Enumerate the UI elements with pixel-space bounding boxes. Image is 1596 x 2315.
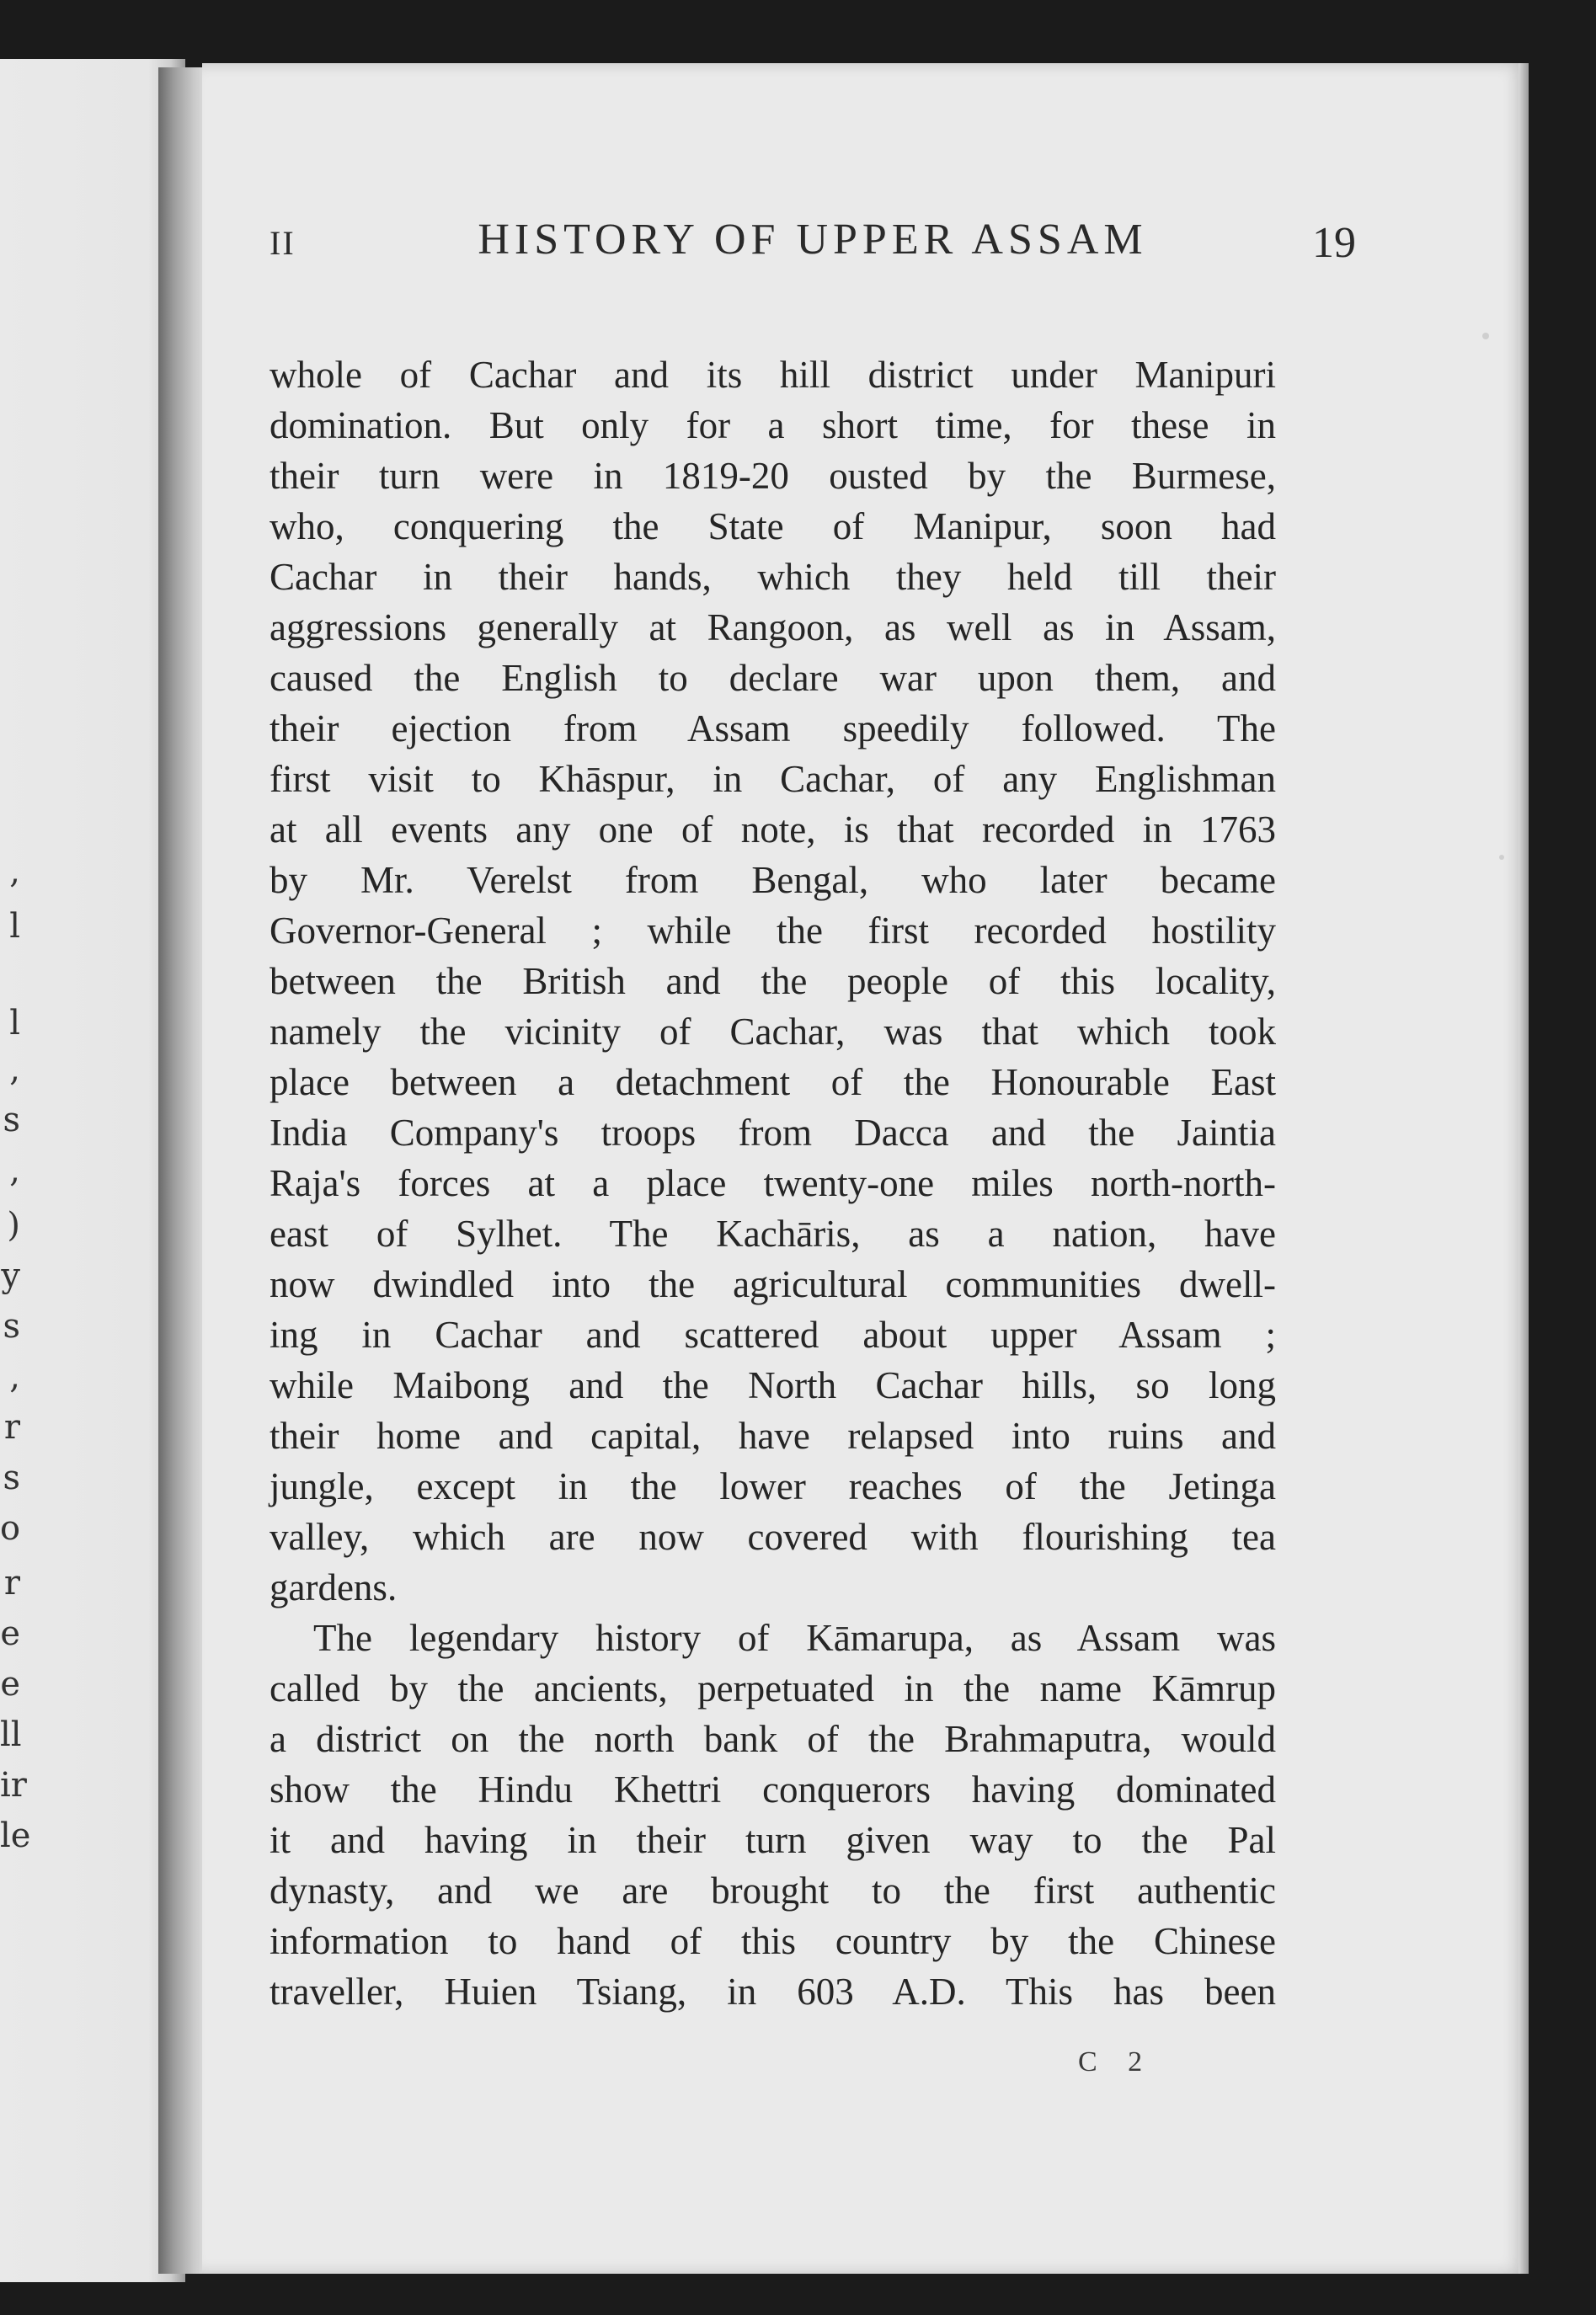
text-line: it and having in their turn given way to the Pal [270, 1819, 1276, 1861]
text-line: ing in Cachar and scattered about upper Assam ; [270, 1314, 1276, 1356]
left-fragment: e [0, 1614, 20, 1653]
page-number: 19 [1312, 219, 1356, 267]
signature-mark: C 2 [1078, 2046, 1155, 2078]
text-line: who, conquering the State of Manipur, soon had [270, 505, 1276, 547]
text-line: caused the English to declare war upon them, and [270, 657, 1276, 699]
text-line: traveller, Huien Tsiang, in 603 A.D. This has been [270, 1971, 1276, 2013]
left-fragment: ir [0, 1766, 27, 1805]
text-line: show the Hindu Khettri conquerors having dominated [270, 1768, 1276, 1811]
text-line: information to hand of this country by the Chinese [270, 1920, 1276, 1962]
left-fragment: l [9, 1004, 20, 1043]
left-fragment: r [3, 1564, 20, 1603]
right-page [202, 63, 1529, 2274]
text-line: India Company's troops from Dacca and the Jaintia [270, 1112, 1276, 1154]
book-spine-shadow [158, 67, 209, 2274]
text-line: a district on the north bank of the Brahmaputra, would [270, 1718, 1276, 1760]
text-line: valley, which are now covered with flourishing tea [270, 1516, 1276, 1558]
left-fragment: , [9, 1050, 20, 1089]
left-fragment: s [3, 1459, 20, 1497]
text-line: now dwindled into the agricultural communities dwell- [270, 1263, 1276, 1305]
left-fragment: ) [7, 1206, 20, 1245]
text-line: called by the ancients, perpetuated in the name Kāmrup [270, 1667, 1276, 1710]
running-title: HISTORY OF UPPER ASSAM [478, 216, 1148, 264]
left-fragment: s [3, 1307, 20, 1346]
text-line: Raja's forces at a place twenty-one miles north-north- [270, 1162, 1276, 1204]
text-line: place between a detachment of the Honourable East [270, 1061, 1276, 1103]
text-line: their turn were in 1819-20 ousted by the Burmese, [270, 455, 1276, 497]
left-fragment: e [0, 1665, 20, 1704]
page-edge-shadow [1519, 63, 1529, 2274]
left-fragment: y [1, 1256, 20, 1295]
left-fragment: , [9, 852, 20, 891]
text-line: their home and capital, have relapsed into ruins and [270, 1415, 1276, 1457]
text-line: aggressions generally at Rangoon, as well as in Assam, [270, 606, 1276, 648]
text-line: east of Sylhet. The Kachāris, as a nation, have [270, 1213, 1276, 1255]
scan-speck [1482, 333, 1489, 339]
text-line: while Maibong and the North Cachar hills, so long [270, 1364, 1276, 1406]
text-line: whole of Cachar and its hill district under Manipuri [270, 354, 1276, 396]
text-line: Governor-General ; while the first recorded hostility [270, 909, 1276, 952]
left-page-text-fragments [0, 59, 34, 2282]
text-line: by Mr. Verelst from Bengal, who later became [270, 859, 1276, 901]
chapter-number: II [270, 224, 296, 262]
text-line: dynasty, and we are brought to the first authentic [270, 1870, 1276, 1912]
text-line: The legendary history of Kāmarupa, as Assam was [313, 1617, 1276, 1659]
left-fragment: , [9, 1358, 20, 1396]
body-text [270, 349, 1276, 2017]
text-line: domination. But only for a short time, for these in [270, 404, 1276, 446]
paragraph [270, 1613, 1276, 2017]
text-line: their ejection from Assam speedily followed. The [270, 707, 1276, 749]
text-line: between the British and the people of this locality, [270, 960, 1276, 1002]
left-fragment: o [0, 1509, 21, 1548]
paragraph [270, 349, 1276, 1613]
left-fragment: s [3, 1101, 20, 1139]
text-line: first visit to Khāspur, in Cachar, of any Englishman [270, 758, 1276, 800]
text-line: gardens. [270, 1566, 398, 1608]
running-head [270, 215, 1356, 274]
left-fragment: le [0, 1816, 31, 1855]
left-fragment: r [3, 1408, 20, 1447]
left-fragment: l [9, 907, 20, 946]
text-line: jungle, except in the lower reaches of the Jetinga [270, 1465, 1276, 1507]
text-line: namely the vicinity of Cachar, was that which took [270, 1011, 1276, 1053]
text-line: Cachar in their hands, which they held till their [270, 556, 1276, 598]
left-facing-page [0, 59, 185, 2282]
text-line: at all events any one of note, is that recorded in 1763 [270, 808, 1276, 851]
scan-speck [1499, 855, 1504, 860]
left-fragment: ll [0, 1715, 22, 1754]
left-fragment: , [9, 1151, 20, 1190]
